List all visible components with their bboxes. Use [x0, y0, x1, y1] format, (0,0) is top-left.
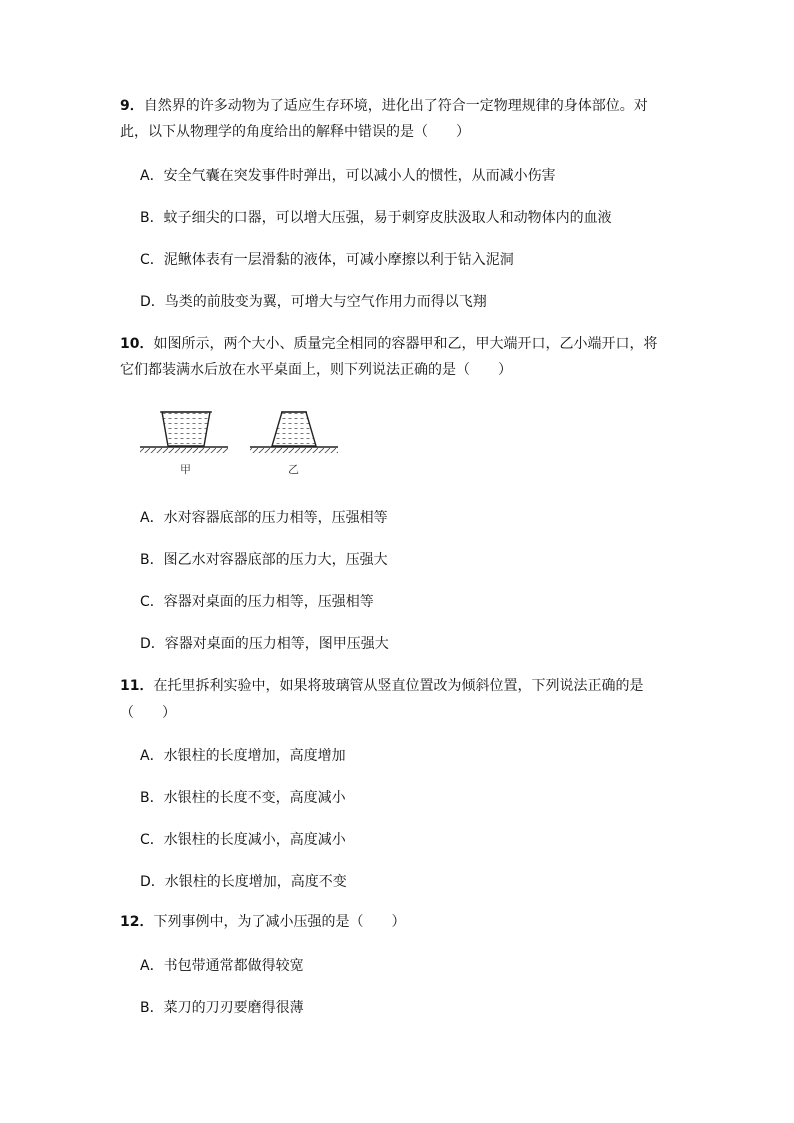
- question-9-option-a: A．安全气囊在突发事件时弹出，可以减小人的惯性，从而减小伤害: [140, 168, 556, 184]
- question-10-option-c: C．容器对桌面的压力相等，压强相等: [140, 594, 374, 610]
- container-yi: [272, 412, 316, 446]
- question-9-stem-line-2: 此，以下从物理学的角度给出的解释中错误的是（ ）: [120, 124, 470, 140]
- question-number-dot: ．: [139, 336, 154, 352]
- label-jia: 甲: [180, 463, 191, 476]
- question-number: 10: [120, 336, 140, 352]
- question-number: 9: [120, 98, 130, 114]
- question-number-dot: ．: [129, 98, 144, 114]
- containers-figure: [138, 406, 358, 490]
- container-jia: [160, 412, 212, 446]
- question-number-dot: ．: [139, 914, 154, 930]
- table-surface-right: [250, 447, 338, 453]
- question-12-option-b: B．菜刀的刀刃要磨得很薄: [140, 1000, 304, 1016]
- question-11-option-d: D．水银柱的长度增加，高度不变: [140, 874, 347, 890]
- question-10-stem-line-1: [120, 332, 657, 356]
- question-10-stem-line-2: 它们都装满水后放在水平桌面上，则下列说法正确的是（ ）: [120, 362, 512, 378]
- question-9-option-c: C．泥鳅体表有一层滑黏的液体，可减小摩擦以利于钻入泥洞: [140, 252, 514, 268]
- table-surface-left: [140, 447, 228, 453]
- question-10-option-d: D．容器对桌面的压力相等，图甲压强大: [140, 636, 389, 652]
- question-12-stem-line-1: [120, 910, 405, 934]
- question-number-dot: ．: [139, 678, 154, 694]
- question-11-option-c: C．水银柱的长度减小，高度减小: [140, 832, 346, 848]
- question-11-option-a: A．水银柱的长度增加，高度增加: [140, 748, 346, 764]
- question-9-option-b: B．蚊子细尖的口器，可以增大压强，易于刺穿皮肤汲取人和动物体内的血液: [140, 210, 612, 226]
- question-number: 11: [120, 678, 140, 694]
- question-11-stem-line-1: [120, 674, 643, 698]
- question-number: 12: [120, 914, 140, 930]
- question-11-option-b: B．水银柱的长度不变，高度减小: [140, 790, 346, 806]
- question-11-stem-line-2: （ ）: [120, 705, 176, 721]
- question-text: 在托里拆利实验中，如果将玻璃管从竖直位置改为倾斜位置，下列说法正确的是: [153, 678, 644, 694]
- question-9-option-d: D．鸟类的前肢变为翼，可增大与空气作用力而得以飞翔: [140, 294, 487, 310]
- containers-diagram: [138, 406, 358, 486]
- label-yi: 乙: [288, 463, 299, 476]
- question-10-option-a: A．水对容器底部的压力相等，压强相等: [140, 510, 388, 526]
- question-text: 自然界的许多动物为了适应生存环境，进化出了符合一定物理规律的身体部位。对: [143, 98, 648, 114]
- question-10-option-b: B．图乙水对容器底部的压力大，压强大: [140, 552, 388, 568]
- question-9-stem-line-1: [120, 94, 648, 118]
- question-text: 下列事例中，为了减小压强的是（ ）: [153, 914, 406, 930]
- question-text: 如图所示，两个大小、质量完全相同的容器甲和乙，甲大端开口，乙小端开口，将: [153, 336, 658, 352]
- question-12-option-a: A．书包带通常都做得较宽: [140, 958, 304, 974]
